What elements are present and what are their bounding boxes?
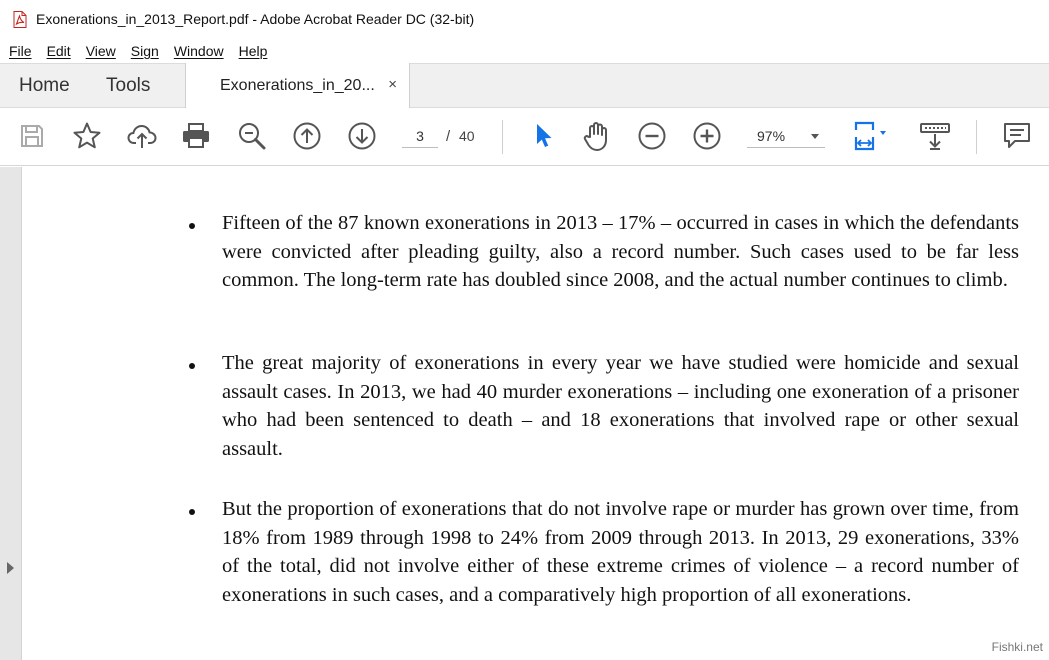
tab-home[interactable]: Home (19, 75, 70, 96)
menu-view[interactable]: View (85, 42, 116, 59)
menu-help[interactable]: Help (238, 42, 268, 59)
menu-file[interactable]: File (9, 42, 32, 59)
toolbar-separator (976, 120, 977, 154)
page-down-icon[interactable] (346, 120, 378, 152)
page-total: 40 (459, 128, 475, 144)
document-tab-label: Exonerations_in_20... (220, 77, 375, 94)
zoom-search-icon[interactable] (236, 120, 268, 152)
fit-page-icon[interactable] (850, 120, 894, 152)
comment-icon[interactable] (1001, 120, 1033, 152)
page-number-input[interactable]: 3 (402, 124, 438, 148)
hand-icon[interactable] (581, 120, 613, 152)
menu-window[interactable]: Window (173, 42, 224, 59)
title-bar (0, 0, 1049, 38)
scroll-mode-icon[interactable] (919, 120, 951, 152)
tab-bar (0, 63, 1049, 108)
toolbar-separator (502, 120, 503, 154)
tab-document[interactable] (185, 63, 410, 109)
menu-edit[interactable]: Edit (46, 42, 71, 59)
bullet-text: Fifteen of the 87 known exonerations in 2013 – 17% – occurred in cases in which the defendants were convicted after pleading guilty, also a record number. Such cases used to be far less common. The long-term rate has doubled since 2008, and the actual number continues to climb. (222, 212, 1019, 292)
bullet-icon (189, 223, 195, 229)
select-arrow-icon[interactable] (527, 120, 559, 152)
toolbar (0, 108, 1049, 166)
expand-pane-icon[interactable] (7, 562, 14, 574)
chevron-down-icon (811, 134, 819, 139)
bullet-icon (189, 509, 195, 515)
upload-cloud-icon[interactable] (126, 120, 158, 152)
watermark: Fishki.net (991, 640, 1043, 654)
print-icon[interactable] (180, 120, 212, 152)
page-up-icon[interactable] (291, 120, 323, 152)
page-separator: / (446, 128, 451, 145)
document-page (23, 167, 1049, 660)
zoom-in-icon[interactable] (691, 120, 723, 152)
left-navigation-pane (0, 167, 22, 660)
bullet-text: The great majority of exonerations in every year we have studied were homicide and sexual assault cases. In 2013, we had 40 murder exonerations – including one exoneration of a prisoner who had been sentenced to death – and 18 exonerations that involved rape or other sexual assault. (222, 352, 1019, 460)
menu-bar (0, 38, 1049, 63)
bullet-text: But the proportion of exonerations that do not involve rape or murder has grown over time, from 18% from 1989 through 1998 to 24% from 2009 through 2013. In 2013, 29 exonerations, 33% of the total, did not involve either of these extreme crimes of violence – a record number of exonerations in such cases, and a comparatively high proportion of all exonerations. (222, 498, 1019, 606)
zoom-level-dropdown[interactable] (747, 124, 825, 148)
save-icon[interactable] (16, 120, 48, 152)
window-title: Exonerations_in_2013_Report.pdf - Adobe Acrobat Reader DC (32-bit) (36, 11, 475, 27)
zoom-level-value: 97% (757, 128, 786, 144)
close-tab-icon[interactable]: × (388, 76, 397, 93)
bullet-icon (189, 363, 195, 369)
tab-tools[interactable]: Tools (106, 75, 151, 96)
menu-sign[interactable]: Sign (130, 42, 159, 59)
star-icon[interactable] (71, 120, 103, 152)
acrobat-pdf-icon (12, 10, 28, 28)
zoom-out-icon[interactable] (636, 120, 668, 152)
